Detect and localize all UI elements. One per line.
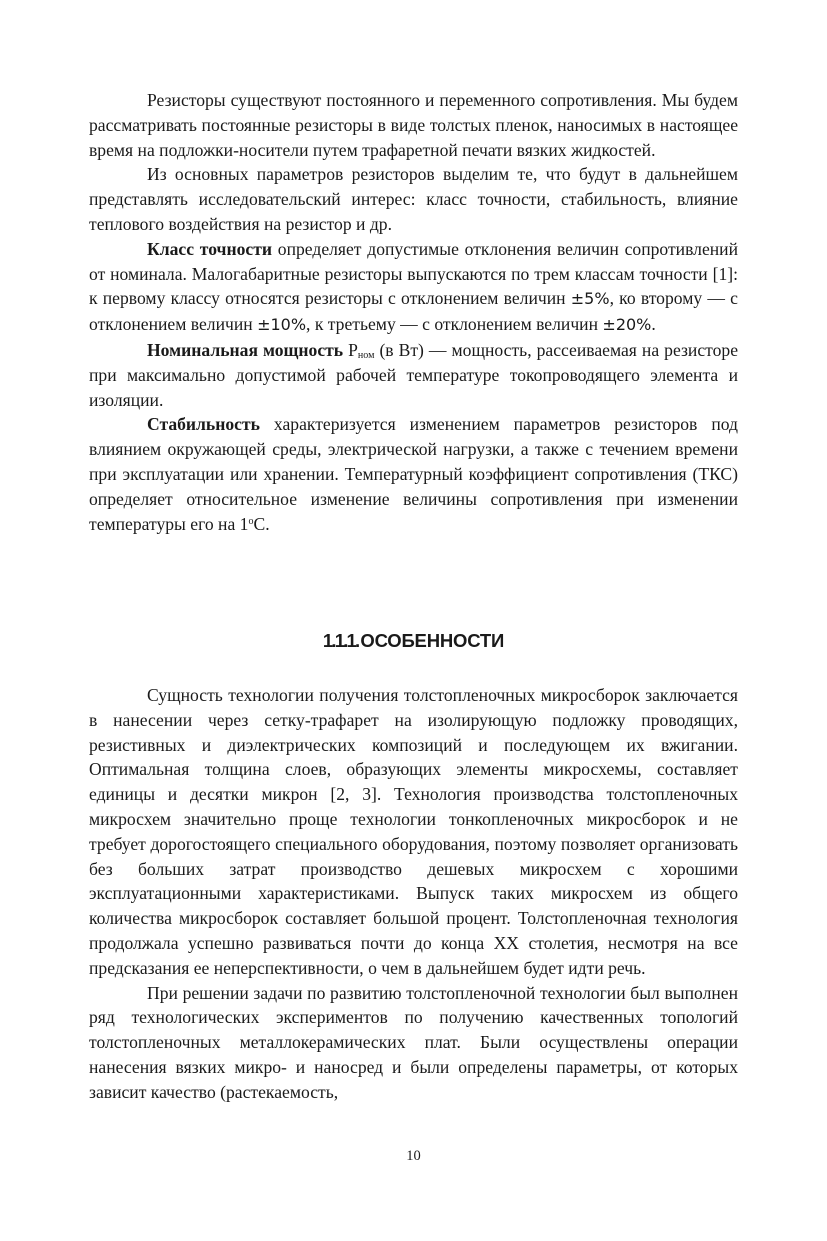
paragraph-parameters: Из основных параметров резисторов выделим те, что будут в дальнейшем представлять исследовательский интерес: класс точности, стабильность, влияние теплового воздействия на резистор и др. [89, 164, 738, 234]
section-heading [0, 630, 827, 652]
term-accuracy-class: Класс точности [147, 238, 273, 259]
tolerance-value-3: ±20% [602, 315, 652, 335]
accuracy-text-c: , к третьему — с отклонением величин [306, 314, 603, 335]
section-title: ОСОБЕННОСТИ [360, 630, 505, 651]
paragraph-stability [89, 412, 738, 536]
paragraph-nominal-power [89, 338, 738, 412]
features-text-block [89, 683, 738, 1105]
paragraph-experiments: При решении задачи по развитию толстопленочной технологии был выполнен ряд технологических экспериментов по получению качественных топологий толстопленочных металлокерамических плат. Были осуществлены операции нанесения вязких микро- и наносред и были определены параметры, от которых зависит качество (растекаемость, [89, 982, 738, 1102]
intro-text-block [89, 88, 738, 536]
page-number: 10 [406, 1148, 421, 1164]
paragraph-accuracy-class [89, 237, 738, 338]
tolerance-value-1: ±5% [570, 289, 610, 309]
accuracy-text-a: определяет допустимые отклонения величин сопротивлений от номинала. Малогабаритные резисторы выпускаются по трем классам точности [1]: к первому классу относятся резисторы с отклонением величин [89, 238, 739, 309]
degree-superscript: o [248, 515, 254, 527]
tolerance-value-2: ±10% [257, 315, 307, 335]
accuracy-text-d: . [651, 314, 656, 335]
power-symbol-subscript: ном [357, 349, 375, 361]
paragraph-technology-essence: Сущность технологии получения толстопленочных микросборок заключается в нанесении через сетку-трафарет на изолирующую подложку проводящих, резистивных и диэлектрических композиций и последующем их вжигании. Оптимальная толщина слоев, образующих элементы микросхемы, составляет единицы и десятки микрон [2, 3]. Технология производства толстопленочных микросхем значительно проще технологии тонкопленочных микросборок и не требует дорогостоящего специального оборудования, поэтому позволяет организовать без больших затрат производство дешевых микросхем с хорошими эксплуатационными характеристиками. Выпуск таких микросхем из общего количества микросборок составляет большой процент. Толстопленочная технология продолжала успешно развиваться почти до конца XX столетия, несмотря на все предсказания ее неперспективности, о чем в дальнейшем будет идти речь. [89, 685, 738, 978]
accuracy-text-b: , ко второму — с отклонением величин [89, 288, 738, 335]
stability-text: характеризуется изменением параметров резисторов под влиянием окружающей среды, электрической нагрузки, а также с течением времени при эксплуатации или хранении. Температурный коэффициент сопротивления (ТКС) определяет относительное изменение величины сопротивления при изменении температуры его на 1 [89, 414, 738, 534]
nominal-power-text: (в Вт) — мощность, рассеиваемая на резисторе при максимально допустимой рабочей температуре токопроводящего элемента и изоляции. [89, 339, 739, 410]
section-number: 1.1.1. [322, 630, 359, 651]
term-nominal-power: Номинальная мощность [147, 339, 344, 360]
celsius-unit: С. [253, 513, 270, 534]
term-stability: Стабильность [147, 414, 260, 435]
power-symbol: P [343, 339, 358, 360]
paragraph-resistors-types: Резисторы существуют постоянного и переменного сопротивления. Мы будем рассматривать постоянные резисторы в виде толстых пленок, наносимых в настоящее время на подложки-носители путем трафаретной печати вязких жидкостей. [89, 90, 738, 160]
